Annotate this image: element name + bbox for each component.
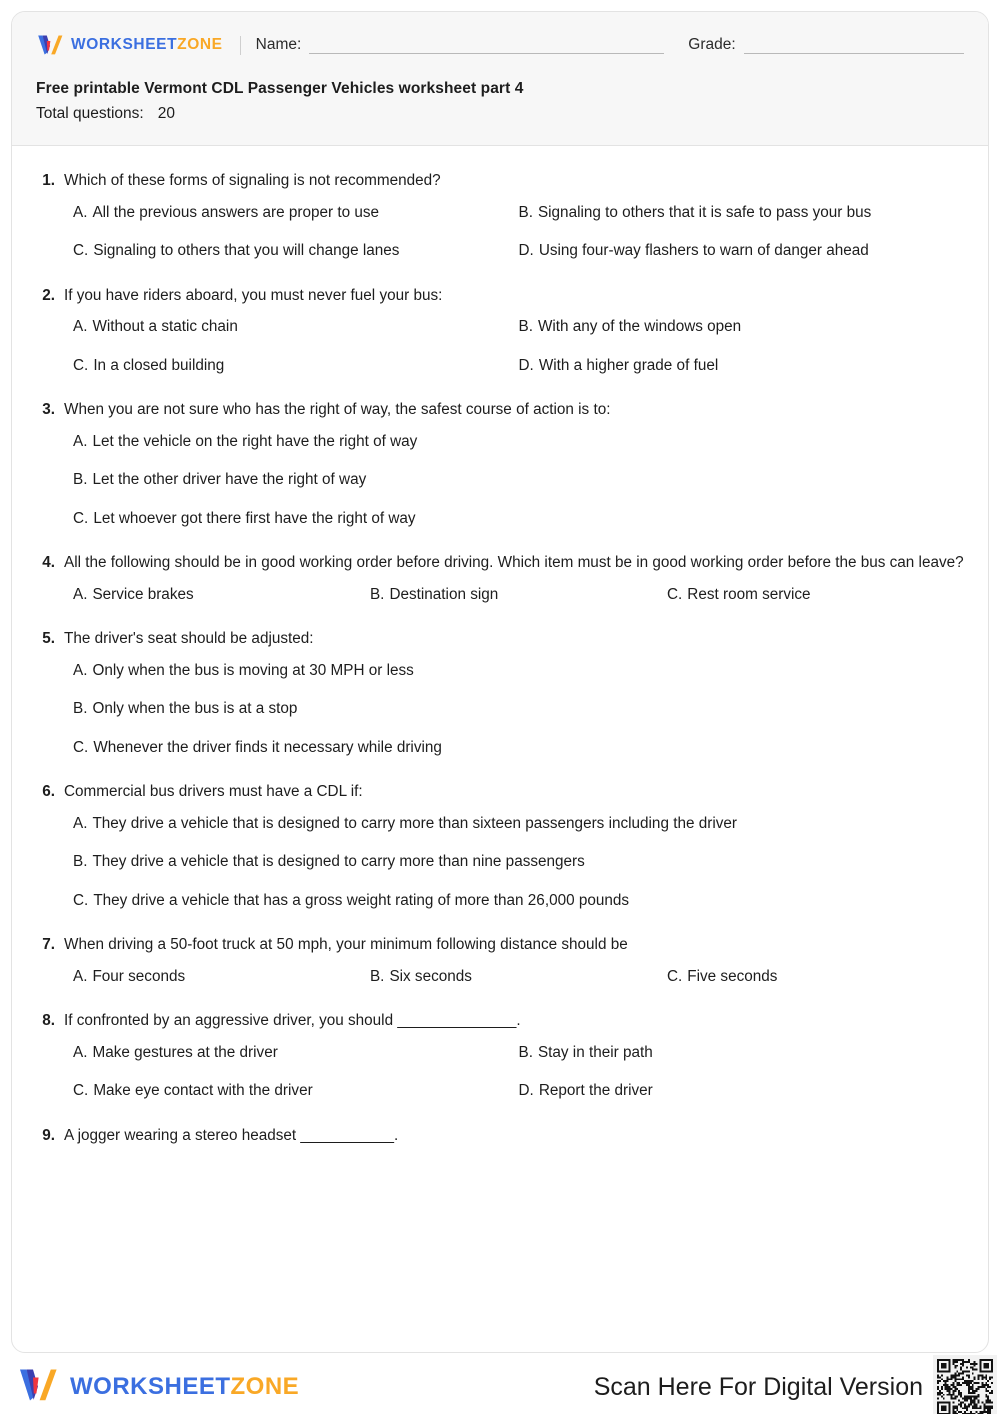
- question-number: 4.: [42, 554, 55, 571]
- answer-option-text: Four seconds: [92, 967, 186, 985]
- answer-options: [73, 431, 964, 529]
- total-questions-label: Total questions:: [36, 105, 144, 122]
- answer-option[interactable]: [73, 890, 964, 911]
- question-header: [36, 1010, 964, 1034]
- header-divider: [240, 36, 241, 55]
- question-text: A jogger wearing a stereo headset ___________.: [64, 1126, 399, 1144]
- answer-option-text: Make eye contact with the driver: [93, 1082, 313, 1100]
- answer-option[interactable]: [73, 584, 370, 605]
- header-top-row: [36, 31, 964, 59]
- answer-options: [73, 813, 964, 911]
- answer-option[interactable]: [519, 355, 965, 376]
- answer-option[interactable]: [73, 813, 964, 834]
- question-item: [36, 934, 964, 987]
- footer-worksheetzone-logo-icon: [17, 1367, 59, 1408]
- answer-option-row: [73, 469, 964, 490]
- answer-option-text: Only when the bus is moving at 30 MPH or less: [92, 661, 414, 679]
- answer-option-row: [73, 202, 964, 223]
- answer-option-letter: C.: [666, 585, 683, 603]
- answer-option-letter: D.: [518, 1082, 534, 1100]
- answer-option-row: [73, 431, 964, 452]
- answer-option-letter: D.: [518, 356, 534, 374]
- question-item: [36, 1010, 964, 1102]
- answer-option-text: Rest room service: [687, 585, 811, 603]
- question-header: [36, 781, 964, 805]
- question-spacer: [36, 992, 964, 1010]
- answer-option-text: With a higher grade of fuel: [538, 356, 719, 374]
- question-item: [36, 628, 964, 758]
- answer-option[interactable]: [73, 431, 964, 452]
- scan-prompt-text: Scan Here For Digital Version: [593, 1372, 923, 1401]
- answer-option-letter: B.: [369, 967, 385, 985]
- question-spacer: [36, 534, 964, 552]
- question-item: [36, 285, 964, 377]
- answer-option-text: Five seconds: [687, 967, 778, 985]
- answer-option-text: Let the vehicle on the right have the right of way: [92, 432, 418, 450]
- answer-option-row: [73, 660, 964, 681]
- answer-option[interactable]: [370, 584, 667, 605]
- name-input-line[interactable]: [309, 53, 664, 54]
- answer-option-text: They drive a vehicle that is designed to carry more than sixteen passengers including the driver: [92, 814, 737, 832]
- worksheet-header: [12, 12, 988, 146]
- answer-option-text: They drive a vehicle that is designed to carry more than nine passengers: [92, 853, 585, 871]
- footer-brand-word-zone: ZONE: [230, 1373, 300, 1400]
- answer-option-text: Signaling to others that you will change lanes: [93, 242, 400, 260]
- answer-option-text: Service brakes: [92, 585, 194, 603]
- qr-code-icon[interactable]: [933, 1355, 997, 1414]
- answer-option-letter: B.: [369, 585, 385, 603]
- brand-wordmark: [71, 36, 223, 54]
- question-text: When you are not sure who has the right of way, the safest course of action is to:: [64, 401, 611, 419]
- answer-option-text: With any of the windows open: [537, 318, 742, 336]
- question-number: 3.: [42, 401, 55, 419]
- question-spacer: [36, 381, 964, 399]
- answer-option[interactable]: [519, 202, 965, 223]
- answer-option-row: [73, 813, 964, 834]
- question-spacer: [36, 916, 964, 934]
- answer-option-row: [73, 508, 964, 529]
- answer-option-letter: A.: [73, 661, 88, 679]
- answer-option[interactable]: [73, 355, 519, 376]
- answer-option[interactable]: [667, 584, 964, 605]
- answer-option[interactable]: [519, 240, 965, 261]
- answer-option-text: Without a static chain: [92, 318, 238, 336]
- answer-options: [73, 966, 964, 987]
- answer-option[interactable]: [73, 508, 964, 529]
- answer-option-row: [73, 355, 964, 376]
- answer-options: [73, 584, 964, 605]
- question-text: If confronted by an aggressive driver, you should ______________.: [64, 1012, 521, 1030]
- question-header: [36, 285, 964, 309]
- answer-options: [73, 660, 964, 758]
- question-spacer: [36, 1107, 964, 1125]
- answer-options: [73, 1042, 964, 1102]
- answer-option-letter: B.: [73, 853, 88, 871]
- answer-option[interactable]: [73, 1080, 519, 1101]
- answer-option[interactable]: [73, 660, 964, 681]
- questions-list: [12, 146, 988, 1148]
- answer-option-text: Report the driver: [538, 1082, 653, 1100]
- footer-brand-wordmark: [70, 1373, 299, 1401]
- answer-option-text: All the previous answers are proper to use: [92, 203, 379, 221]
- question-text: If you have riders aboard, you must never fuel your bus:: [64, 286, 443, 304]
- answer-option-letter: C.: [73, 1082, 89, 1100]
- footer-brand-word-worksheet: WORKSHEET: [70, 1373, 231, 1400]
- answer-option-row: [73, 316, 964, 337]
- answer-option-text: Let whoever got there first have the right of way: [93, 509, 416, 527]
- name-label: Name:: [255, 36, 302, 53]
- answer-option[interactable]: [73, 316, 519, 337]
- question-item: [36, 552, 964, 605]
- answer-option-letter: C.: [73, 738, 89, 756]
- answer-option-row: [73, 966, 964, 987]
- question-number: 8.: [42, 1012, 55, 1030]
- question-header: [36, 552, 964, 576]
- grade-label: Grade:: [688, 36, 736, 53]
- answer-option-letter: B.: [518, 318, 533, 336]
- answer-option[interactable]: [73, 737, 964, 758]
- answer-option-letter: B.: [73, 700, 88, 718]
- total-questions-row: [36, 105, 964, 123]
- answer-option[interactable]: [73, 1042, 519, 1063]
- answer-option-letter: B.: [73, 471, 88, 489]
- question-item: [36, 1125, 964, 1149]
- question-header: [36, 628, 964, 652]
- answer-option-row: [73, 737, 964, 758]
- worksheet-card: [11, 11, 989, 1353]
- answer-option-text: Destination sign: [389, 585, 499, 603]
- total-questions-value: 20: [157, 105, 175, 122]
- answer-option-row: [73, 1042, 964, 1063]
- answer-option-letter: C.: [73, 509, 89, 527]
- question-item: [36, 781, 964, 911]
- answer-option-row: [73, 1080, 964, 1101]
- page-footer: [0, 1360, 1000, 1414]
- answer-option-letter: C.: [73, 891, 89, 909]
- answer-option-letter: A.: [73, 318, 88, 336]
- answer-option-text: Let the other driver have the right of way: [92, 471, 367, 489]
- answer-option[interactable]: [73, 469, 964, 490]
- answer-option-row: [73, 584, 964, 605]
- answer-option[interactable]: [73, 202, 519, 223]
- answer-option-text: Whenever the driver finds it necessary while driving: [93, 738, 442, 756]
- answer-option-letter: A.: [73, 585, 88, 603]
- answer-option[interactable]: [73, 240, 519, 261]
- worksheet-title: Free printable Vermont CDL Passenger Vehicles worksheet part 4: [36, 80, 524, 97]
- question-text: The driver's seat should be adjusted:: [64, 630, 314, 648]
- question-text: When driving a 50-foot truck at 50 mph, your minimum following distance should be: [64, 936, 628, 953]
- question-spacer: [36, 267, 964, 285]
- question-header: [36, 170, 964, 194]
- question-header: [36, 1125, 964, 1149]
- question-item: [36, 399, 964, 529]
- answer-option-letter: C.: [73, 242, 89, 260]
- answer-option[interactable]: [370, 966, 667, 987]
- question-header: [36, 934, 964, 958]
- answer-option-text: Make gestures at the driver: [92, 1043, 278, 1061]
- worksheetzone-logo-icon: [36, 34, 64, 56]
- answer-option-letter: C.: [666, 967, 683, 985]
- question-text: All the following should be in good working order before driving. Which item must be in good working order before the bus can leave?: [64, 554, 964, 571]
- answer-option-text: Signaling to others that it is safe to pass your bus: [537, 203, 872, 221]
- question-number: 5.: [42, 630, 55, 648]
- answer-option-row: [73, 240, 964, 261]
- answer-option-text: They drive a vehicle that has a gross weight rating of more than 26,000 pounds: [93, 891, 630, 909]
- answer-option-row: [73, 698, 964, 719]
- answer-option[interactable]: [519, 1080, 965, 1101]
- answer-option-letter: B.: [518, 203, 533, 221]
- question-text: Commercial bus drivers must have a CDL if:: [64, 783, 363, 801]
- question-text: Which of these forms of signaling is not recommended?: [64, 172, 441, 189]
- answer-option-letter: A.: [73, 432, 88, 450]
- brand-word-zone: ZONE: [177, 36, 223, 53]
- answer-option-letter: A.: [73, 814, 88, 832]
- answer-option-row: [73, 890, 964, 911]
- brand-word-worksheet: WORKSHEET: [71, 36, 178, 53]
- footer-logo: [17, 1367, 299, 1408]
- answer-option[interactable]: [73, 966, 370, 987]
- answer-option[interactable]: [667, 966, 964, 987]
- answer-option[interactable]: [73, 698, 964, 719]
- answer-option-letter: A.: [73, 967, 88, 985]
- answer-option-row: [73, 851, 964, 872]
- answer-option-text: Stay in their path: [537, 1043, 653, 1061]
- answer-options: [73, 202, 964, 262]
- question-number: 6.: [42, 783, 55, 801]
- question-number: 2.: [42, 286, 55, 304]
- answer-options: [73, 316, 964, 376]
- answer-option-text: Using four-way flashers to warn of danger ahead: [538, 242, 869, 260]
- grade-input-line[interactable]: [744, 53, 964, 54]
- answer-option-letter: D.: [518, 242, 534, 260]
- answer-option-text: Six seconds: [389, 967, 472, 985]
- answer-option-letter: A.: [73, 1043, 88, 1061]
- question-header: [36, 399, 964, 423]
- answer-option-letter: B.: [518, 1043, 533, 1061]
- answer-option-text: In a closed building: [93, 356, 225, 374]
- question-spacer: [36, 610, 964, 628]
- answer-option[interactable]: [73, 851, 964, 872]
- question-item: [36, 170, 964, 262]
- answer-option-letter: A.: [73, 203, 88, 221]
- question-number: 9.: [42, 1126, 55, 1144]
- question-number: 1.: [42, 172, 55, 189]
- question-number: 7.: [42, 936, 55, 953]
- answer-option-letter: C.: [73, 356, 89, 374]
- question-spacer: [36, 763, 964, 781]
- answer-option-text: Only when the bus is at a stop: [92, 700, 298, 718]
- answer-option[interactable]: [519, 1042, 965, 1063]
- answer-option[interactable]: [519, 316, 965, 337]
